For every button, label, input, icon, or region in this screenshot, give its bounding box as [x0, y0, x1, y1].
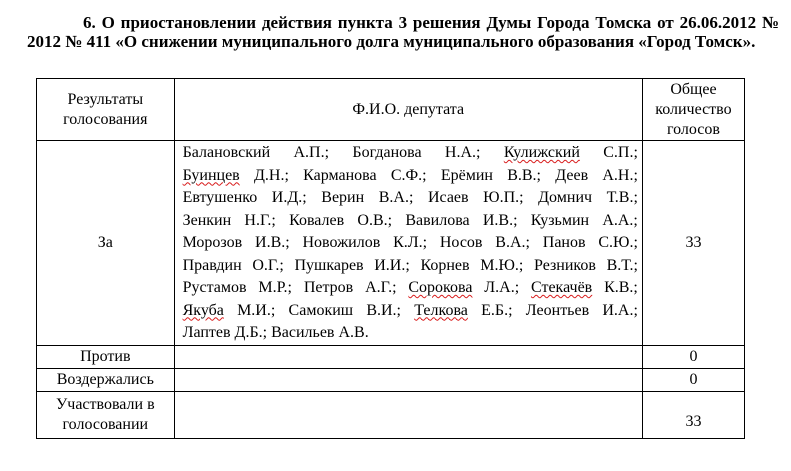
deputy-name — [408, 279, 519, 296]
deputy-surname: Кузьмин А.А.; — [530, 211, 638, 229]
deputy-surname: Леонтьев И.А.; — [525, 301, 638, 319]
row-count-against: 0 — [642, 345, 744, 368]
row-names-participated — [174, 391, 642, 438]
deputy-name — [526, 302, 638, 319]
deputy-initials: Е.Б.; — [467, 301, 513, 319]
deputy-name — [321, 189, 413, 206]
deputy-surname: Петров А.Г.; — [303, 279, 397, 296]
deputy-name — [289, 212, 392, 229]
deputy-name — [304, 279, 397, 296]
deputy-initials: Л.А.; — [472, 279, 520, 296]
deputy-surname: Стекачёв — [530, 279, 593, 296]
deputy-surname: Богданова Н.А.; — [352, 144, 481, 161]
row-count-participated: 33 — [642, 391, 744, 438]
deputy-name — [294, 257, 409, 274]
deputy-surname: Якуба — [182, 301, 224, 319]
table-row-for — [37, 141, 745, 346]
deputy-surname: Евтушенко И.Д.; — [182, 189, 307, 206]
table-row-participated — [37, 391, 745, 438]
deputy-surname: Носов В.А.; — [439, 234, 530, 251]
deputy-name — [538, 189, 638, 206]
row-count-abstained: 0 — [642, 368, 744, 391]
deputy-name — [543, 234, 638, 251]
header-results: Результаты голосования — [37, 79, 175, 141]
deputy-initials: М.И.; — [223, 301, 276, 319]
deputy-name — [531, 279, 638, 296]
deputy-surname: Вавилова И.В.; — [405, 211, 518, 229]
voting-results-table — [36, 78, 745, 439]
deputy-name — [555, 167, 638, 184]
deputy-surname: Новожилов К.Л.; — [302, 234, 428, 251]
deputy-name — [183, 167, 289, 184]
deputy-surname: Самокиш В.И.; — [288, 301, 402, 319]
deputy-surname: Исаев Ю.П.; — [427, 189, 524, 206]
deputy-surname: Телкова — [414, 301, 468, 319]
deputy-name — [303, 167, 426, 184]
deputy-surname: Деев А.Н.; — [555, 166, 638, 184]
table-row-abstained — [37, 368, 745, 391]
deputies-names-list — [174, 141, 642, 346]
row-label-against: Против — [37, 345, 175, 368]
deputy-surname: Ковалев О.В.; — [289, 211, 393, 229]
deputy-surname: Панов С.Ю.; — [542, 234, 638, 251]
deputy-initials: С.П.; — [579, 144, 638, 161]
deputy-initials: К.В.; — [592, 279, 638, 296]
deputy-name — [504, 144, 638, 161]
row-names-abstained — [174, 368, 642, 391]
deputy-name — [428, 189, 524, 206]
deputy-surname: Лаптев Д.Б.; — [182, 324, 268, 341]
deputy-surname: Балановский А.П.; — [182, 144, 330, 161]
deputy-name — [183, 212, 276, 229]
deputy-name — [441, 167, 541, 184]
deputy-surname: Верин В.А.; — [321, 189, 414, 206]
deputy-initials: Д.Н.; — [239, 166, 289, 184]
deputy-surname: Ерёмин В.В.; — [440, 166, 541, 184]
agenda-item-heading — [27, 13, 779, 51]
deputy-name — [183, 324, 268, 341]
deputy-name — [303, 234, 428, 251]
deputy-name — [420, 257, 523, 274]
deputy-name — [440, 234, 530, 251]
deputy-surname: Карманова С.Ф.; — [303, 166, 427, 184]
deputy-name — [183, 279, 292, 296]
deputy-surname: Кулижский — [503, 144, 580, 161]
deputy-surname: Рустамов М.Р.; — [182, 279, 292, 296]
header-deputy-name: Ф.И.О. депутата — [174, 79, 642, 141]
deputy-surname: Домнич Т.В.; — [538, 189, 638, 206]
header-total-votes: Общее количество голосов — [642, 79, 744, 141]
deputy-name — [271, 324, 369, 341]
deputy-name — [534, 257, 638, 274]
table-header-row — [37, 79, 745, 141]
row-count-for: 33 — [642, 141, 744, 346]
row-label-participated: Участвовали в голосовании — [37, 391, 175, 438]
row-label-for: За — [37, 141, 175, 346]
agenda-item-heading-text: 6. О приостановлении действия пункта 3 решения Думы Города Томска от 26.06.2012 № 2012 № 411 «О снижении муниципального долга муниципального образования «Город Томск». — [27, 13, 779, 51]
deputy-surname: Морозов И.В.; — [182, 234, 290, 251]
deputy-surname: Резников В.Т.; — [534, 256, 638, 274]
deputy-surname: Буинцев — [182, 166, 240, 184]
deputy-name — [405, 212, 517, 229]
deputy-name — [183, 234, 290, 251]
deputy-name — [183, 144, 329, 161]
deputy-surname: Васильев А.В. — [271, 324, 369, 341]
deputy-name — [352, 144, 480, 161]
deputy-name — [183, 302, 276, 319]
deputy-name — [531, 212, 638, 229]
deputy-surname: Корнев М.Ю.; — [420, 256, 524, 274]
row-label-abstained: Воздержались — [37, 368, 175, 391]
deputy-name — [183, 189, 307, 206]
deputy-name — [414, 302, 512, 319]
deputy-surname: Правдин О.Г.; — [182, 256, 284, 274]
row-names-against — [174, 345, 642, 368]
table-row-against — [37, 345, 745, 368]
deputy-name — [183, 257, 284, 274]
deputy-name — [289, 302, 401, 319]
deputy-surname: Пушкарев И.И.; — [294, 256, 410, 274]
deputy-surname: Сорокова — [408, 279, 473, 296]
deputy-surname: Зенкин Н.Г.; — [182, 211, 276, 229]
